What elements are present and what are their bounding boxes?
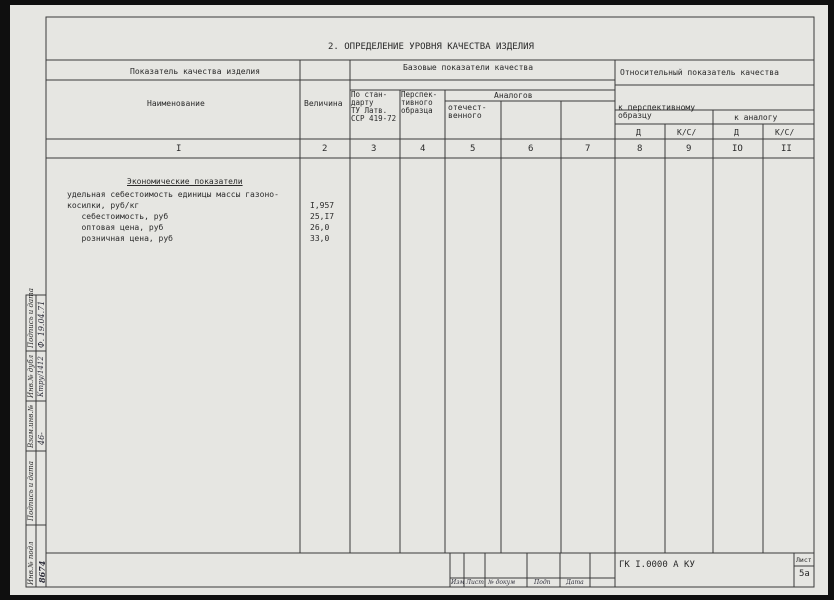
relative-indicator-header: Относительный показатель качества: [620, 68, 779, 77]
document-sheet: [10, 5, 828, 595]
stamp-label: № докум: [488, 579, 516, 586]
margin-value: Ф. 19.04.71: [37, 300, 46, 348]
margin-value: 8674: [37, 560, 47, 583]
stamp-label: Изм: [451, 579, 465, 586]
quality-indicator-header: Показатель качества изделия: [130, 67, 261, 76]
row-value: 33,0: [310, 234, 330, 243]
column-number: 9: [686, 144, 692, 154]
column-number: 2: [322, 144, 328, 154]
column-number: 3: [371, 144, 377, 154]
d-header-2: Д: [734, 128, 739, 137]
row-name: косилки, руб/кг: [67, 201, 140, 210]
stamp-label: Подп: [534, 579, 551, 586]
column-number: 6: [528, 144, 534, 154]
margin-label: Подпись и дата: [27, 461, 35, 521]
document-code: ГК I.0000 А КУ: [619, 560, 695, 570]
perspective-sample-header: Перспек- тивного образца: [401, 90, 438, 115]
ks-header-1: К/С/: [677, 128, 697, 137]
column-number: 4: [420, 144, 426, 154]
row-name: розничная цена, руб: [67, 234, 173, 243]
row-name: оптовая цена, руб: [67, 223, 164, 232]
to-perspective-header: к перспективному образцу: [618, 103, 696, 120]
value-header: Величина: [304, 99, 343, 108]
row-value: 25,I7: [310, 212, 335, 221]
ks-header-2: К/С/: [775, 128, 795, 137]
row-value: I,957: [310, 201, 335, 210]
column-number: 8: [637, 144, 643, 154]
stamp-label: Лист: [466, 579, 484, 586]
sheet-number: 5а: [799, 569, 810, 579]
row-name: себестоимость, руб: [67, 212, 169, 221]
row-value: 26,0: [310, 223, 330, 232]
by-standard-header: По стан- дарту ТУ Латв. ССР 419-72: [351, 90, 397, 123]
margin-value: Ктру/1412: [37, 356, 45, 397]
d-header-1: Д: [636, 128, 641, 137]
base-indicators-header: Базовые показатели качества: [403, 63, 534, 72]
margin-label: Подпись и дата: [27, 288, 35, 348]
row-name: удельная себестоимость единицы массы газоно-: [67, 190, 279, 199]
margin-label: Взам.инв.№: [27, 404, 35, 448]
column-number: IO: [732, 144, 743, 154]
margin-value: 46-: [37, 432, 46, 445]
column-number: 7: [585, 144, 591, 154]
margin-label: Инв.№ подл: [27, 541, 35, 585]
margin-label: Инв.№ дубл: [27, 354, 35, 398]
to-analog-header: к аналогу: [734, 113, 778, 122]
column-number: II: [781, 144, 792, 154]
domestic-header: отечест- венного: [448, 103, 487, 120]
page-title: 2. ОПРЕДЕЛЕНИЕ УРОВНЯ КАЧЕСТВА ИЗДЕЛИЯ: [328, 42, 534, 52]
analogs-header: Аналогов: [494, 91, 533, 100]
section-title: Экономические показатели: [127, 177, 243, 186]
sheet-label: Лист: [796, 556, 812, 564]
stamp-label: Дата: [566, 579, 584, 586]
column-number: I: [176, 144, 182, 154]
column-number: 5: [470, 144, 476, 154]
name-header: Наименование: [147, 99, 205, 108]
